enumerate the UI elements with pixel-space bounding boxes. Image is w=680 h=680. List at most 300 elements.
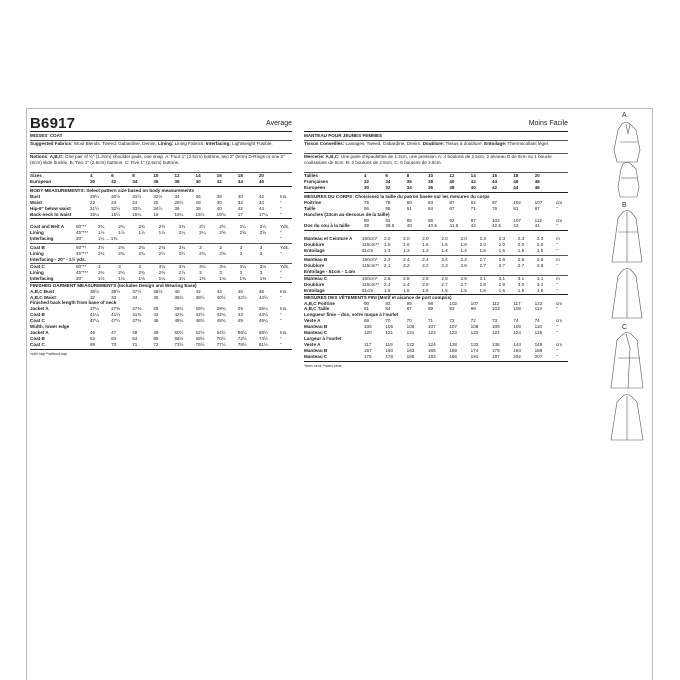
table-cell: 3⅛ — [219, 263, 226, 269]
table-cell: 36 — [195, 193, 201, 199]
fabric-width: 51cm — [362, 287, 374, 293]
table-cell: 4 — [364, 173, 367, 178]
row-label: Doublure — [304, 242, 325, 248]
table-cell: 2.8 — [384, 275, 391, 281]
table-cell: 48¾ — [216, 318, 226, 324]
fabric-width: 60"** — [76, 224, 87, 230]
row-label: A,B,C Poitrine — [304, 300, 335, 306]
table-cell: 109 — [513, 324, 521, 330]
view-illustrations — [606, 112, 652, 442]
table-cell: 67 — [449, 205, 455, 211]
table-cell: 1.5 — [422, 287, 429, 293]
table-cell: 93 — [449, 306, 455, 312]
table-cell: 38 — [449, 184, 455, 190]
table-cell: 31½ — [132, 193, 142, 199]
table-cell: 2¾ — [118, 251, 125, 256]
table-cell: 2.8 — [536, 262, 544, 268]
table-cell: 33½ — [132, 205, 142, 211]
table-cell: 197 — [491, 353, 500, 359]
table-cell: 32½ — [153, 193, 163, 199]
row-label: Sizes — [30, 173, 42, 178]
table-cell: 58½ — [258, 330, 268, 336]
unit-cell: m — [555, 257, 560, 262]
table-cell: 113 — [534, 306, 542, 312]
table-cell: 179 — [491, 347, 500, 353]
unit-cell: " — [279, 251, 282, 256]
section-rule — [304, 255, 568, 256]
garment-name: MANTEAU POUR JEUNES FEMMES — [304, 133, 383, 138]
table-cell: 35½ — [90, 288, 99, 294]
table-cell: 34½ — [153, 205, 163, 211]
table-cell: 84 — [385, 306, 391, 312]
row-label: Taille — [304, 205, 316, 211]
row-label: Coat C — [30, 341, 45, 347]
table-cell: 1.5 — [536, 248, 544, 254]
table-cell: 38 — [216, 193, 222, 199]
coat-sketches — [606, 112, 652, 442]
table-cell: 2½ — [178, 251, 186, 256]
row-label: Doublure — [304, 262, 325, 268]
row-label: Manteau et Ceinture A — [304, 236, 353, 242]
table-cell: 40½ — [216, 294, 226, 300]
table-cell: 42¾ — [216, 312, 226, 318]
table-cell: 2.9 — [460, 275, 467, 281]
table-cell: 41¼ — [90, 312, 99, 318]
table-cell: 2¾ — [158, 224, 166, 230]
table-cell: 46 — [237, 288, 243, 294]
table-cell: 3 — [138, 263, 141, 269]
table-cell: 1⅜ — [239, 275, 246, 281]
table-cell: 16½ — [195, 211, 205, 217]
table-cell: 15½ — [111, 211, 121, 217]
table-cell: 1.5 — [498, 248, 506, 254]
table-cell: 2⅝ — [219, 230, 226, 236]
table-cell: 28½ — [195, 306, 205, 312]
row-label: Coat B — [30, 245, 45, 251]
fabrics-text — [30, 141, 292, 147]
table-cell: 1.5 — [479, 287, 486, 293]
table-cell: 32 — [364, 178, 370, 184]
table-cell: 28 — [195, 199, 201, 205]
table-cell: 34 — [132, 178, 138, 184]
table-cell: 107 — [449, 324, 457, 330]
table-cell: 122 — [406, 342, 415, 347]
table-cell: 24 — [132, 199, 138, 205]
notions-value: One pair of ½" (1.3cm) shoulder pads, one snap. A: Four 1" (2.5cm) buttons, two 2" (5cm) D-Rings or one 2" (5cm) slide buckle. B: Two 1" (2.5cm) buttons. C: Five 1" (2.5cm) buttons. — [30, 154, 285, 165]
table-cell: 3⅛ — [178, 263, 186, 269]
view-letter-c: C — [622, 324, 628, 331]
table-cell: 1.5 — [384, 287, 391, 293]
unit-cell: m — [555, 275, 560, 281]
table-cell: 1⅛ — [98, 275, 105, 281]
unit-cell: " — [279, 230, 282, 236]
table-cell: 107 — [534, 199, 543, 205]
table-cell: 2¼ — [178, 230, 186, 236]
table-cell: 102 — [513, 199, 521, 205]
table-cell: 160 — [385, 347, 393, 353]
unit-cell: " — [555, 242, 558, 248]
table-cell: 109 — [491, 324, 500, 330]
table-row — [304, 248, 568, 254]
table-cell: 36 — [406, 178, 412, 184]
table-cell: 33 — [111, 294, 117, 300]
table-cell: 42¼ — [174, 312, 184, 318]
table-cell: 3 — [219, 245, 222, 251]
unit-cell: " — [555, 205, 558, 211]
table-cell: 8 — [132, 173, 135, 178]
unit-cell — [280, 179, 292, 185]
table-cell: 2.9 — [441, 275, 448, 281]
table-cell: 3 — [259, 251, 263, 256]
table-cell: 87 — [534, 205, 540, 211]
table-row — [30, 342, 292, 348]
finished-table — [30, 289, 292, 301]
table-cell: 10 — [427, 173, 434, 178]
table-cell: 149 — [534, 342, 543, 347]
table-cell: 14 — [470, 173, 476, 178]
row-label: Waist — [30, 199, 43, 205]
table-row — [304, 185, 568, 191]
table-cell: 50½ — [174, 330, 184, 336]
section-rule — [30, 186, 292, 187]
table-cell: 1.6 — [422, 242, 429, 248]
table-cell: 112 — [491, 300, 500, 306]
pattern-number: B6917 — [30, 115, 76, 132]
table-cell: 2½ — [199, 224, 206, 230]
table-cell: 47½ — [111, 318, 121, 324]
table-cell: 81½ — [258, 341, 268, 347]
table-cell: 26½ — [174, 199, 184, 205]
header-rule — [30, 131, 292, 132]
table-cell: 3 — [199, 245, 202, 251]
table-cell: 48½ — [195, 318, 205, 324]
table-cell: 175 — [364, 353, 372, 359]
table-cell: 83 — [385, 217, 391, 223]
table-cell: 48¼ — [174, 318, 184, 324]
interfacing-b: Entoilage - 51cm - 1.4m — [304, 268, 356, 274]
table-cell: 46 — [534, 184, 540, 190]
table-cell: 64 — [132, 336, 138, 341]
table-cell: 68½ — [195, 336, 205, 341]
fabric-width: 45"*** — [76, 269, 89, 275]
interfacing-b: Interfacing - 20" - 1½ yds. — [30, 256, 86, 262]
table-cell: 2½ — [219, 224, 226, 230]
table-cell: 90 — [364, 300, 370, 306]
table-cell: 73 — [491, 318, 498, 324]
table-cell: 71 — [132, 341, 138, 347]
table-cell: 36 — [153, 178, 159, 184]
table-cell: 1.5 — [517, 287, 525, 293]
table-cell: 186 — [449, 353, 457, 359]
table-cell: 49 — [153, 330, 159, 336]
unit-cell: " — [555, 223, 558, 229]
table-cell: 72 — [470, 318, 476, 324]
table-row — [304, 223, 568, 229]
table-cell: 87 — [406, 306, 412, 312]
table-cell: 133 — [470, 342, 479, 347]
table-cell: 2.7 — [479, 262, 486, 268]
table-cell: 42.5 — [491, 223, 501, 229]
unit-cell: " — [279, 199, 282, 205]
table-cell: 32 — [111, 178, 117, 184]
row-label: Lining — [30, 251, 44, 256]
row-label: Interfacing — [30, 236, 54, 242]
table-cell: 180 — [406, 353, 415, 359]
table-cell: 3 — [219, 269, 222, 275]
table-cell: 2½ — [259, 224, 267, 230]
table-cell: 1⅜ — [219, 275, 226, 281]
table-cell: 47¼ — [90, 318, 99, 324]
yardage-c — [304, 276, 568, 294]
body-table — [30, 194, 292, 218]
interfacing-value: Thermocollant léger. — [506, 141, 550, 146]
table-cell: 81 — [364, 306, 370, 312]
table-cell: 1⅛ — [138, 275, 145, 281]
table-cell: 2¾ — [118, 269, 125, 275]
row-label: Interfacing — [30, 275, 54, 281]
table-cell: 15¼ — [90, 211, 99, 217]
lining-value: Lining Fabrics. — [173, 141, 206, 146]
table-cell: 44½ — [258, 294, 268, 300]
table-cell: 2¾ — [98, 224, 105, 230]
table-cell: 122 — [427, 330, 436, 336]
unit-cell: cm — [555, 318, 563, 324]
table-cell: 2.0 — [403, 236, 410, 242]
table-cell: 40 — [406, 223, 412, 229]
table-cell: 2.3 — [384, 257, 391, 262]
sizes-table — [30, 173, 292, 185]
table-cell: 120 — [364, 330, 372, 336]
table-cell: 107 — [470, 300, 479, 306]
table-cell: 1.3 — [384, 248, 391, 254]
table-cell: 1.5 — [498, 287, 506, 293]
row-label: Jacket A — [30, 306, 49, 312]
table-cell: 121 — [385, 330, 393, 336]
table-cell: 4 — [90, 173, 93, 178]
table-cell: 1.6 — [460, 242, 467, 248]
table-cell: 25 — [153, 199, 159, 205]
table-cell: 16¾ — [216, 211, 226, 217]
table-cell: 2.4 — [384, 281, 391, 287]
table-cell: 2.0 — [517, 242, 525, 248]
table-cell: 1.6 — [403, 242, 410, 248]
interfacing-label: Entoilage: — [484, 141, 507, 146]
interfacing-value: Lightweight Fusible. — [230, 141, 273, 146]
fabric-width: 20" — [76, 275, 83, 281]
table-cell: 74½ — [258, 336, 268, 341]
row-label: Manteau C — [304, 330, 328, 336]
table-cell: 2.4 — [403, 281, 410, 287]
table-cell: 92 — [470, 199, 476, 205]
table-cell: 42 — [470, 223, 476, 229]
table-cell: 2.7 — [441, 281, 448, 287]
table-cell: 80 — [406, 199, 412, 205]
lining-label: Doublure: — [422, 141, 445, 146]
fabric-width: 20" — [76, 236, 83, 242]
table-cell: 74 — [513, 318, 519, 324]
table-cell: 121 — [406, 330, 415, 336]
table-cell: 138 — [491, 342, 500, 347]
table-cell: 2¾ — [199, 251, 206, 256]
table-cell: 163 — [406, 347, 415, 353]
table-cell: 2¼ — [199, 230, 206, 236]
table-cell: 70 — [406, 318, 412, 324]
table-cell: 3⅛ — [239, 263, 246, 269]
row-label: Manteau C — [304, 275, 328, 281]
table-cell: 1.5 — [460, 287, 467, 293]
row-label: Doublure — [304, 281, 325, 287]
row-label: Coat C — [30, 263, 45, 269]
fabrics-label: Tissus Conseillés: — [304, 141, 345, 146]
row-label: Hip-9" below waist — [30, 205, 71, 211]
table-cell: 72 — [153, 341, 159, 347]
notions-label: Mercerie: A,B,C: — [304, 154, 340, 159]
table-cell: 48 — [258, 288, 264, 294]
fabric-width: 115cm** — [362, 262, 380, 268]
table-cell: 74 — [534, 318, 540, 324]
table-cell: 2¾ — [138, 251, 145, 256]
table-cell: 2.6 — [422, 281, 429, 287]
table-cell: 80 — [364, 217, 370, 223]
table-cell: 107 — [513, 217, 521, 223]
table-cell: 2.7 — [479, 257, 486, 262]
table-cell: 2.8 — [422, 275, 429, 281]
table-cell: 3.0 — [517, 281, 525, 287]
unit-cell: cm — [555, 342, 563, 347]
table-cell: 112 — [534, 217, 542, 223]
fabrics-value: Lainages, Tweed, Gabardine, Denim. — [344, 141, 423, 146]
unit-cell: " — [279, 294, 282, 300]
table-cell: 39 — [364, 223, 370, 229]
table-cell: 32 — [385, 184, 391, 190]
table-cell: 103 — [491, 306, 500, 312]
table-cell: 62 — [90, 336, 96, 341]
table-cell: 44 — [534, 223, 540, 229]
row-label: Bust — [30, 193, 41, 199]
table-cell: 1⅜ — [259, 275, 267, 281]
row-label: Manteau C — [304, 353, 328, 359]
notions-value: Une paire d'épaulettes de 1.3cm, une pression. A: 4 boutons de 2.5cm, 2 anneau D de 5cm ou 1 boucle coulissante de 5cm. B: 2 boutons de 2.5cm. C: 5 boutons de 2.5cm. — [304, 154, 552, 165]
table-cell: 2.4 — [403, 257, 410, 262]
unit-cell: cm — [555, 199, 563, 205]
unit-cell: " — [279, 312, 282, 318]
row-label: Coat C — [30, 318, 45, 324]
table-cell: 1.5 — [403, 287, 410, 293]
table-cell: 18 — [513, 173, 519, 178]
table-cell: 42 — [470, 178, 476, 184]
table-cell: 189 — [534, 347, 543, 353]
table-cell: 36 — [174, 205, 180, 211]
table-cell: 1⅛ — [118, 275, 125, 281]
view-letter-a: A — [622, 112, 627, 119]
fabric-width: 150cm* — [362, 257, 378, 262]
fabric-width: 51cm — [362, 248, 374, 254]
table-cell: 47 — [111, 330, 117, 336]
table-cell: 108 — [513, 306, 521, 312]
row-label: Jacket A — [30, 330, 49, 336]
table-cell: 124 — [491, 330, 500, 336]
table-cell: 117 — [513, 300, 521, 306]
table-cell: 102 — [449, 300, 457, 306]
table-cell: 3.1 — [517, 275, 525, 281]
table-cell: 2.0 — [498, 242, 506, 248]
table-cell: 29¼ — [258, 306, 268, 312]
unit-cell: " — [279, 205, 282, 211]
table-cell: 98 — [470, 306, 476, 312]
table-cell: 128 — [449, 342, 457, 347]
table-cell: 122 — [534, 300, 543, 306]
unit-cell: " — [555, 347, 558, 353]
table-cell: 34 — [406, 184, 412, 190]
table-cell: 70 — [111, 341, 117, 347]
table-cell: 63 — [111, 336, 117, 341]
row-label: Tailles — [304, 173, 318, 178]
table-cell: 43 — [237, 312, 243, 318]
section-rule — [30, 243, 292, 244]
yardage-a — [304, 236, 568, 254]
table-cell: 77½ — [216, 341, 226, 347]
row-label: European — [30, 178, 52, 184]
table-cell: 169 — [449, 347, 457, 353]
table-cell: 15¾ — [132, 211, 142, 217]
notions-text — [30, 154, 292, 165]
table-cell: 202 — [513, 353, 521, 359]
yardage-a — [30, 224, 292, 242]
unit-cell: " — [555, 324, 558, 330]
table-cell: 123 — [449, 330, 457, 336]
table-cell: 27¼ — [90, 306, 99, 312]
table-cell: 2¾ — [98, 269, 105, 275]
table-cell: 2⅞ — [178, 269, 186, 275]
table-cell: 1.5 — [479, 248, 486, 254]
table-cell: 1⅜ — [199, 275, 206, 281]
unit-cell: " — [279, 269, 282, 275]
table-cell: 3.1 — [498, 275, 506, 281]
table-cell: 38 — [195, 205, 201, 211]
table-cell: 2.3 — [536, 236, 544, 242]
table-cell: 2.8 — [479, 281, 486, 287]
table-cell: 23 — [111, 199, 117, 205]
english-header — [30, 115, 292, 131]
row-label: Poitrine — [304, 199, 322, 205]
table-cell: 1.5 — [441, 287, 448, 293]
unit-cell: Ins. — [279, 193, 288, 199]
table-cell: 157 — [364, 347, 372, 353]
table-cell: 40.5 — [427, 223, 437, 229]
unit-cell: " — [555, 353, 558, 359]
fabric-width: 150cm* — [362, 236, 378, 242]
table-cell: 105 — [385, 324, 393, 330]
lining-value: Tissus à doublure. — [444, 141, 485, 146]
table-cell: 18 — [237, 173, 243, 178]
row-label: Veste A — [304, 342, 321, 347]
table-cell: 2.0 — [384, 236, 391, 242]
table-cell: 73½ — [174, 341, 184, 347]
table-cell: 47¾ — [132, 318, 142, 324]
table-cell: 2.4 — [460, 257, 467, 262]
table-cell: 40 — [237, 193, 243, 199]
table-cell: 1⅞ — [158, 230, 166, 236]
section-rule — [304, 361, 568, 362]
table-cell: 1¼ — [178, 275, 186, 281]
table-cell: 2.4 — [422, 257, 429, 262]
table-cell: 49 — [237, 318, 243, 324]
table-cell: 46 — [258, 178, 264, 184]
fabric-width: 60"** — [76, 245, 87, 251]
footnote: *with nap **without nap — [30, 351, 67, 356]
row-label: Lining — [30, 269, 44, 275]
table-cell: 2¾ — [98, 251, 105, 256]
